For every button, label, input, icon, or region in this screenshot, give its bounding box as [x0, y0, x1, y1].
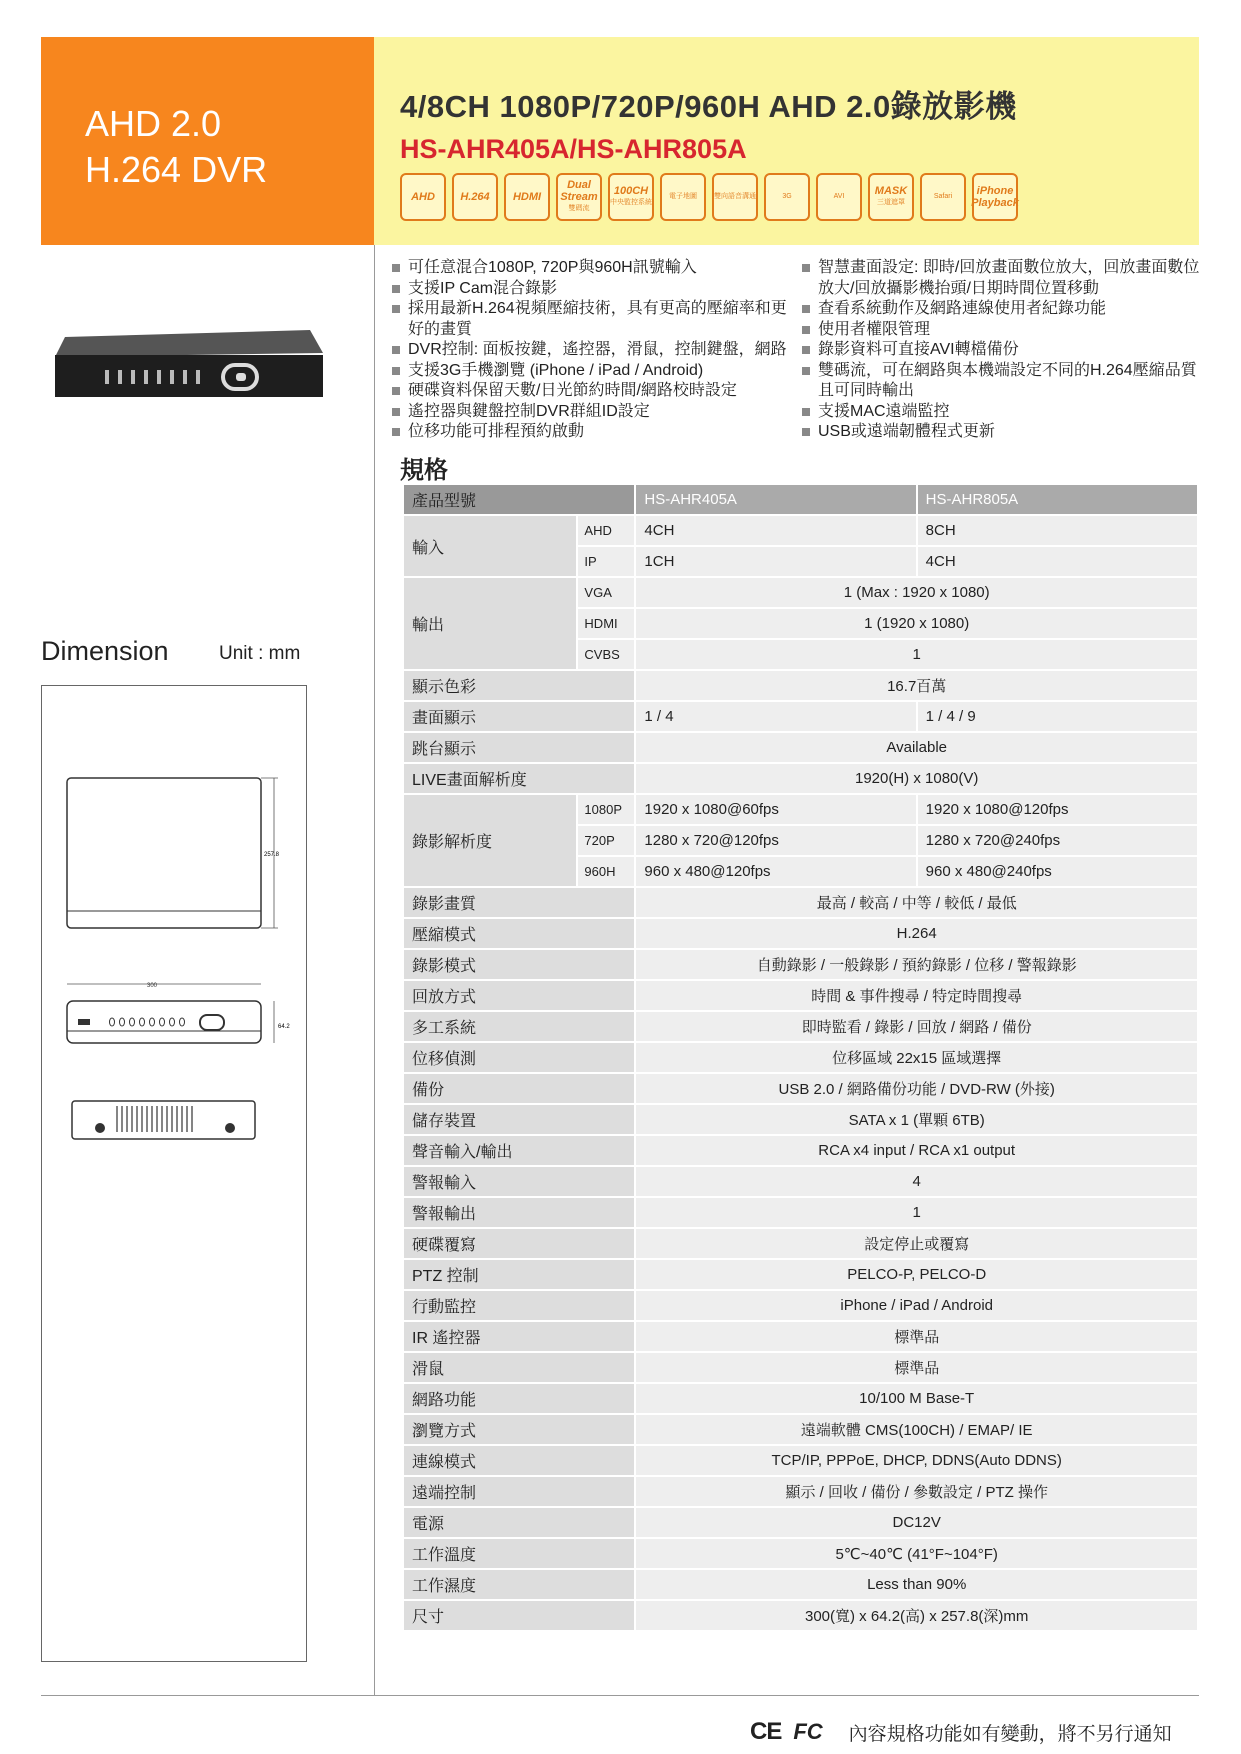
feature-icon: [504, 173, 550, 221]
feature-icon: [764, 173, 810, 221]
vertical-divider: [374, 245, 375, 1695]
footer: [750, 1718, 1172, 1746]
spec-value: iPhone / iPad / Android: [635, 1290, 1198, 1321]
spec-row: [403, 1507, 1198, 1538]
spec-value: 4CH: [635, 515, 916, 546]
feature-item: 使用者權限管理: [802, 320, 1202, 341]
spec-row: [403, 577, 1198, 608]
spec-label: LIVE畫面解析度: [403, 763, 635, 794]
spec-label: 錄影解析度: [403, 794, 577, 887]
spec-row: [403, 1569, 1198, 1600]
spec-row: [403, 1042, 1198, 1073]
spec-label: 尺寸: [403, 1600, 635, 1631]
spec-value: 4CH: [917, 546, 1198, 577]
feature-item: DVR控制: 面板按鍵，遙控器，滑鼠，控制鍵盤，網路: [392, 340, 792, 361]
feature-icon: [660, 173, 706, 221]
spec-value: USB 2.0 / 網路備份功能 / DVD-RW (外接): [635, 1073, 1198, 1104]
feature-icon-sub: 3G: [782, 193, 792, 200]
spec-sub-label: 720P: [577, 825, 635, 856]
feature-icon-label: 100CH: [613, 185, 649, 197]
spec-value: 960 x 480@240fps: [917, 856, 1198, 887]
spec-row: [403, 1414, 1198, 1445]
spec-label: 硬碟覆寫: [403, 1228, 635, 1259]
feature-icon: [816, 173, 862, 221]
spec-row: [403, 1259, 1198, 1290]
spec-row: [403, 887, 1198, 918]
spec-label: 錄影畫質: [403, 887, 635, 918]
feature-item: 採用最新H.264視頻壓縮技術，具有更高的壓縮率和更好的畫質: [392, 299, 792, 340]
feature-icon-sub: Safari: [933, 193, 953, 200]
spec-row: [403, 1352, 1198, 1383]
spec-row: [403, 1104, 1198, 1135]
spec-sub-label: CVBS: [577, 639, 635, 670]
spec-value: PELCO-P, PELCO-D: [635, 1259, 1198, 1290]
spec-value: DC12V: [635, 1507, 1198, 1538]
spec-label: 產品型號: [403, 484, 635, 515]
spec-row: [403, 1445, 1198, 1476]
spec-value: 遠端軟體 CMS(100CH) / EMAP/ IE: [635, 1414, 1198, 1445]
page-title: 4/8CH 1080P/720P/960H AHD 2.0錄放影機: [400, 89, 1017, 124]
header-banner: [374, 37, 1199, 245]
spec-label: 錄影模式: [403, 949, 635, 980]
model-number: HS-AHR405A/HS-AHR805A: [400, 134, 747, 164]
spec-row: [403, 763, 1198, 794]
feature-icon: [608, 173, 654, 221]
feature-icon-label: AHD: [411, 191, 435, 203]
brand-banner: [41, 37, 374, 245]
spec-label: 儲存裝置: [403, 1104, 635, 1135]
spec-value: 1 / 4: [635, 701, 916, 732]
spec-row: [403, 1538, 1198, 1569]
feature-item: 支援3G手機瀏覽 (iPhone / iPad / Android): [392, 361, 792, 382]
spec-value: 自動錄影 / 一般錄影 / 預約錄影 / 位移 / 警報錄影: [635, 949, 1198, 980]
feature-icon: [868, 173, 914, 221]
spec-label: 跳台顯示: [403, 732, 635, 763]
spec-sub-label: HDMI: [577, 608, 635, 639]
spec-label: 警報輸入: [403, 1166, 635, 1197]
spec-row: [403, 1321, 1198, 1352]
spec-row: [403, 670, 1198, 701]
spec-sub-label: 960H: [577, 856, 635, 887]
feature-icon-sub: 三道遮罩: [877, 199, 905, 206]
dimension-svg: [42, 686, 308, 1663]
feature-item: 錄影資料可直接AVI轉檔備份: [802, 340, 1202, 361]
spec-row: [403, 794, 1198, 825]
spec-row: [403, 1228, 1198, 1259]
ce-mark-icon: CE: [750, 1718, 782, 1745]
spec-value: 即時監看 / 錄影 / 回放 / 網路 / 備份: [635, 1011, 1198, 1042]
spec-value: 16.7百萬: [635, 670, 1198, 701]
spec-label: 顯示色彩: [403, 670, 635, 701]
spec-value: 1: [635, 639, 1198, 670]
feature-list-left: [392, 258, 792, 443]
feature-item: 可任意混合1080P, 720P與960H訊號輸入: [392, 258, 792, 279]
footer-notice: 內容規格功能如有變動，將不另行通知: [848, 1723, 1172, 1745]
spec-row: [403, 1197, 1198, 1228]
spec-value: 1 (1920 x 1080): [635, 608, 1198, 639]
feature-icon: [556, 173, 602, 221]
feature-icon-sub: AVI: [833, 193, 845, 200]
spec-label: 行動監控: [403, 1290, 635, 1321]
spec-value: 最高 / 較高 / 中等 / 較低 / 最低: [635, 887, 1198, 918]
spec-sub-label: VGA: [577, 577, 635, 608]
spec-value: 4: [635, 1166, 1198, 1197]
spec-heading: 規格: [400, 457, 448, 484]
footer-divider: [41, 1695, 1199, 1696]
spec-label: 電源: [403, 1507, 635, 1538]
spec-label: 畫面顯示: [403, 701, 635, 732]
spec-label: 工作溫度: [403, 1538, 635, 1569]
dimension-title: Dimension: [41, 636, 169, 666]
spec-row: [403, 1073, 1198, 1104]
spec-value: RCA x4 input / RCA x1 output: [635, 1135, 1198, 1166]
feature-list: [392, 258, 1202, 443]
feature-item: 位移功能可排程預約啟動: [392, 422, 792, 443]
spec-value: SATA x 1 (單顆 6TB): [635, 1104, 1198, 1135]
feature-icon-label: MASK: [874, 185, 908, 197]
spec-row: [403, 1383, 1198, 1414]
feature-icon-sub: 雙向語音溝通: [714, 193, 756, 200]
spec-value: 1280 x 720@120fps: [635, 825, 916, 856]
height-label: 64.2: [278, 1024, 290, 1030]
feature-icon: [712, 173, 758, 221]
spec-header-row: [403, 484, 1198, 515]
spec-row: [403, 918, 1198, 949]
dimension-unit: Unit : mm: [219, 643, 301, 664]
feature-icon-row: [400, 173, 1024, 221]
spec-row: [403, 949, 1198, 980]
spec-sub-label: 1080P: [577, 794, 635, 825]
spec-value: H.264: [635, 918, 1198, 949]
spec-value: 8CH: [917, 515, 1198, 546]
brand-line2: H.264 DVR: [85, 149, 268, 190]
spec-label: 連線模式: [403, 1445, 635, 1476]
width-label: 300: [147, 983, 158, 989]
spec-value: Available: [635, 732, 1198, 763]
feature-item: 支援IP Cam混合錄影: [392, 279, 792, 300]
spec-label: 位移偵測: [403, 1042, 635, 1073]
spec-label: 多工系統: [403, 1011, 635, 1042]
spec-value: 設定停止或覆寫: [635, 1228, 1198, 1259]
spec-value: 1920 x 1080@120fps: [917, 794, 1198, 825]
feature-item: USB或遠端韌體程式更新: [802, 422, 1202, 443]
spec-row: [403, 1135, 1198, 1166]
spec-model-b: HS-AHR805A: [917, 484, 1198, 515]
spec-value: TCP/IP, PPPoE, DHCP, DDNS(Auto DDNS): [635, 1445, 1198, 1476]
spec-label: 備份: [403, 1073, 635, 1104]
feature-icon: [400, 173, 446, 221]
spec-label: 滑鼠: [403, 1352, 635, 1383]
spec-label: 輸入: [403, 515, 577, 577]
feature-list-right: [802, 258, 1202, 443]
spec-value: 10/100 M Base-T: [635, 1383, 1198, 1414]
spec-row: [403, 515, 1198, 546]
spec-label: 回放方式: [403, 980, 635, 1011]
spec-row: [403, 1476, 1198, 1507]
brand-line1: AHD 2.0: [85, 103, 222, 144]
spec-label: 瀏覽方式: [403, 1414, 635, 1445]
feature-icon-label: Dual Stream: [560, 179, 598, 203]
spec-value: 1: [635, 1197, 1198, 1228]
feature-icon: [972, 173, 1018, 221]
spec-sub-label: IP: [577, 546, 635, 577]
spec-row: [403, 1290, 1198, 1321]
spec-value: 1CH: [635, 546, 916, 577]
feature-icon-sub: 中央監控系統: [610, 199, 652, 206]
spec-label: 聲音輸入/輸出: [403, 1135, 635, 1166]
spec-value: 時間 & 事件搜尋 / 特定時間搜尋: [635, 980, 1198, 1011]
spec-value: 5℃~40℃ (41°F~104°F): [635, 1538, 1198, 1569]
feature-item: 查看系統動作及網路連線使用者紀錄功能: [802, 299, 1202, 320]
spec-label: 網路功能: [403, 1383, 635, 1414]
spec-row: [403, 1600, 1198, 1631]
fc-mark-icon: FC: [793, 1719, 823, 1744]
spec-value: Less than 90%: [635, 1569, 1198, 1600]
spec-label: 壓縮模式: [403, 918, 635, 949]
spec-row: [403, 732, 1198, 763]
spec-value: 標準品: [635, 1352, 1198, 1383]
spec-value: 300(寬) x 64.2(高) x 257.8(深)mm: [635, 1600, 1198, 1631]
spec-model-a: HS-AHR405A: [635, 484, 916, 515]
spec-value: 960 x 480@120fps: [635, 856, 916, 887]
spec-sub-label: AHD: [577, 515, 635, 546]
spec-label: 輸出: [403, 577, 577, 670]
spec-table: [402, 483, 1199, 1632]
spec-label: IR 遙控器: [403, 1321, 635, 1352]
spec-value: 1 (Max : 1920 x 1080): [635, 577, 1198, 608]
feature-item: 智慧畫面設定: 即時/回放畫面數位放大，回放畫面數位放大/回放攝影機抬頭/日期時間位置移動: [802, 258, 1202, 299]
feature-icon: [920, 173, 966, 221]
spec-row: [403, 1166, 1198, 1197]
feature-item: 硬碟資料保留天數/日光節約時間/網路校時設定: [392, 381, 792, 402]
spec-row: [403, 1011, 1198, 1042]
feature-icon-sub: 雙碼流: [568, 205, 590, 212]
feature-icon-label: iPhone Playback: [971, 185, 1019, 209]
feature-item: 遙控器與鍵盤控制DVR群組ID設定: [392, 402, 792, 423]
spec-value: 標準品: [635, 1321, 1198, 1352]
spec-value: 顯示 / 回收 / 備份 / 參數設定 / PTZ 操作: [635, 1476, 1198, 1507]
feature-icon-label: H.264: [460, 191, 490, 203]
spec-row: [403, 701, 1198, 732]
feature-icon-sub: 電子地圖: [669, 193, 697, 200]
feature-item: 雙碼流，可在網路與本機端設定不同的H.264壓縮品質且可同時輸出: [802, 361, 1202, 402]
spec-label: 遠端控制: [403, 1476, 635, 1507]
spec-label: 警報輸出: [403, 1197, 635, 1228]
spec-value: 1920 x 1080@60fps: [635, 794, 916, 825]
dimension-drawing: [41, 685, 307, 1662]
feature-item: 支援MAC遠端監控: [802, 402, 1202, 423]
spec-value: 1280 x 720@240fps: [917, 825, 1198, 856]
depth-label: 257.8: [264, 852, 280, 858]
spec-value: 1920(H) x 1080(V): [635, 763, 1198, 794]
spec-value: 1 / 4 / 9: [917, 701, 1198, 732]
spec-value: 位移區域 22x15 區域選擇: [635, 1042, 1198, 1073]
feature-icon-label: HDMI: [512, 191, 542, 203]
feature-icon: [452, 173, 498, 221]
spec-label: 工作濕度: [403, 1569, 635, 1600]
spec-row: [403, 980, 1198, 1011]
dvr-front-image: [55, 325, 325, 400]
spec-label: PTZ 控制: [403, 1259, 635, 1290]
